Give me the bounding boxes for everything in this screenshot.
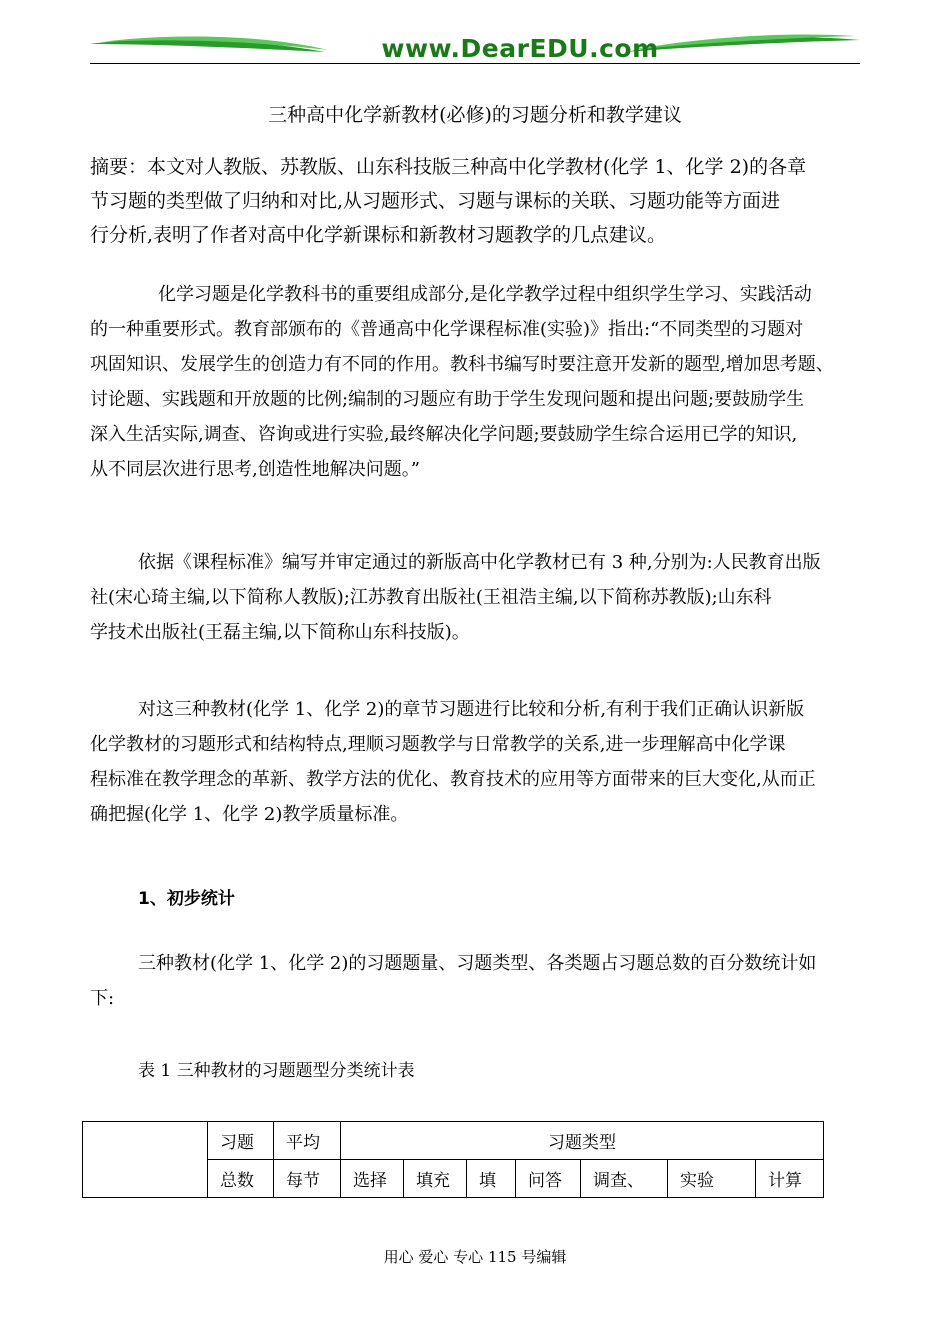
table-type-cell: 问答 <box>516 1160 581 1198</box>
table-header-cell: 习题类型 <box>341 1122 824 1160</box>
paragraph-comparison <box>90 692 870 832</box>
section-heading: 1、初步统计 <box>138 889 235 909</box>
table-header-cell: 总数 <box>208 1160 274 1198</box>
paragraph-intro <box>90 277 870 487</box>
paragraph-line: 下: <box>90 988 115 1009</box>
paragraph-line: 依据《课程标准》编写并审定通过的新版高中化学教材已有 3 种,分别为:人民教育出版 <box>138 552 821 573</box>
abstract-line: 摘要：本文对人教版、苏教版、山东科技版三种高中化学教材(化学 1、化学 2)的各章 <box>90 156 807 178</box>
table-type-cell: 实验 <box>668 1160 756 1198</box>
paragraph-line: 的一种重要形式。教育部颁布的《普通高中化学课程标准(实验)》指出:“不同类型的习题对 <box>90 319 804 340</box>
paragraph-line: 巩固知识、发展学生的创造力有不同的作用。教科书编写时要注意开发新的题型,增加思考题、 <box>90 354 834 375</box>
table-header-cell: 习题 <box>208 1122 274 1160</box>
page-footer: 用心 爱心 专心 115 号编辑 <box>383 1248 567 1266</box>
abstract <box>90 150 870 252</box>
table-type-cell: 填充 <box>404 1160 467 1198</box>
table-type-cell: 填 <box>467 1160 516 1198</box>
table-type-cell: 计算 <box>756 1160 824 1198</box>
paragraph-line: 化学教材的习题形式和结构特点,理顺习题教学与日常教学的关系,进一步理解高中化学课 <box>90 734 786 755</box>
header-rule <box>90 63 860 64</box>
site-logo: www.DearEDU.com <box>381 34 659 63</box>
paragraph-line: 深入生活实际,调查、咨询或进行实验,最终解决化学问题;要鼓励学生综合运用已学的知识, <box>90 424 798 445</box>
paragraph-line: 社(宋心琦主编,以下简称人教版);江苏教育出版社(王祖浩主编,以下简称苏教版);山东科 <box>90 587 772 608</box>
paragraph-line: 学技术出版社(王磊主编,以下简称山东科技版)。 <box>90 622 470 643</box>
table-corner-cell <box>83 1122 208 1198</box>
paragraph-line: 对这三种教材(化学 1、化学 2)的章节习题进行比较和分析,有利于我们正确认识新版 <box>138 699 805 720</box>
table-header-cell: 平均 <box>274 1122 341 1160</box>
page-header <box>90 30 860 68</box>
paragraph-textbooks <box>90 545 870 650</box>
table-type-cell: 选择 <box>341 1160 404 1198</box>
table-caption: 表 1 三种教材的习题题型分类统计表 <box>138 1061 415 1081</box>
paragraph-line: 化学习题是化学教科书的重要组成部分,是化学教学过程中组织学生学习、实践活动 <box>158 284 812 305</box>
abstract-line: 节习题的类型做了归纳和对比,从习题形式、习题与课标的关联、习题功能等方面进 <box>90 190 781 212</box>
paragraph-stats-intro <box>90 946 870 1016</box>
paragraph-line: 从不同层次进行思考,创造性地解决问题。” <box>90 459 420 480</box>
table-header-row <box>83 1122 824 1160</box>
abstract-line: 行分析,表明了作者对高中化学新课标和新教材习题教学的几点建议。 <box>90 224 667 246</box>
document-title: 三种高中化学新教材(必修)的习题分析和教学建议 <box>268 104 682 126</box>
paragraph-line: 三种教材(化学 1、化学 2)的习题题量、习题类型、各类题占习题总数的百分数统计如 <box>138 953 817 974</box>
table-header-cell: 每节 <box>274 1160 341 1198</box>
paragraph-line: 程标准在教学理念的革新、教学方法的优化、教育技术的应用等方面带来的巨大变化,从而正 <box>90 769 816 790</box>
paragraph-line: 讨论题、实践题和开放题的比例;编制的习题应有助于学生发现问题和提出问题;要鼓励学生 <box>90 389 805 410</box>
paragraph-line: 确把握(化学 1、化学 2)教学质量标准。 <box>90 804 409 825</box>
stats-table <box>82 1121 824 1198</box>
table-type-cell: 调查、 <box>581 1160 668 1198</box>
